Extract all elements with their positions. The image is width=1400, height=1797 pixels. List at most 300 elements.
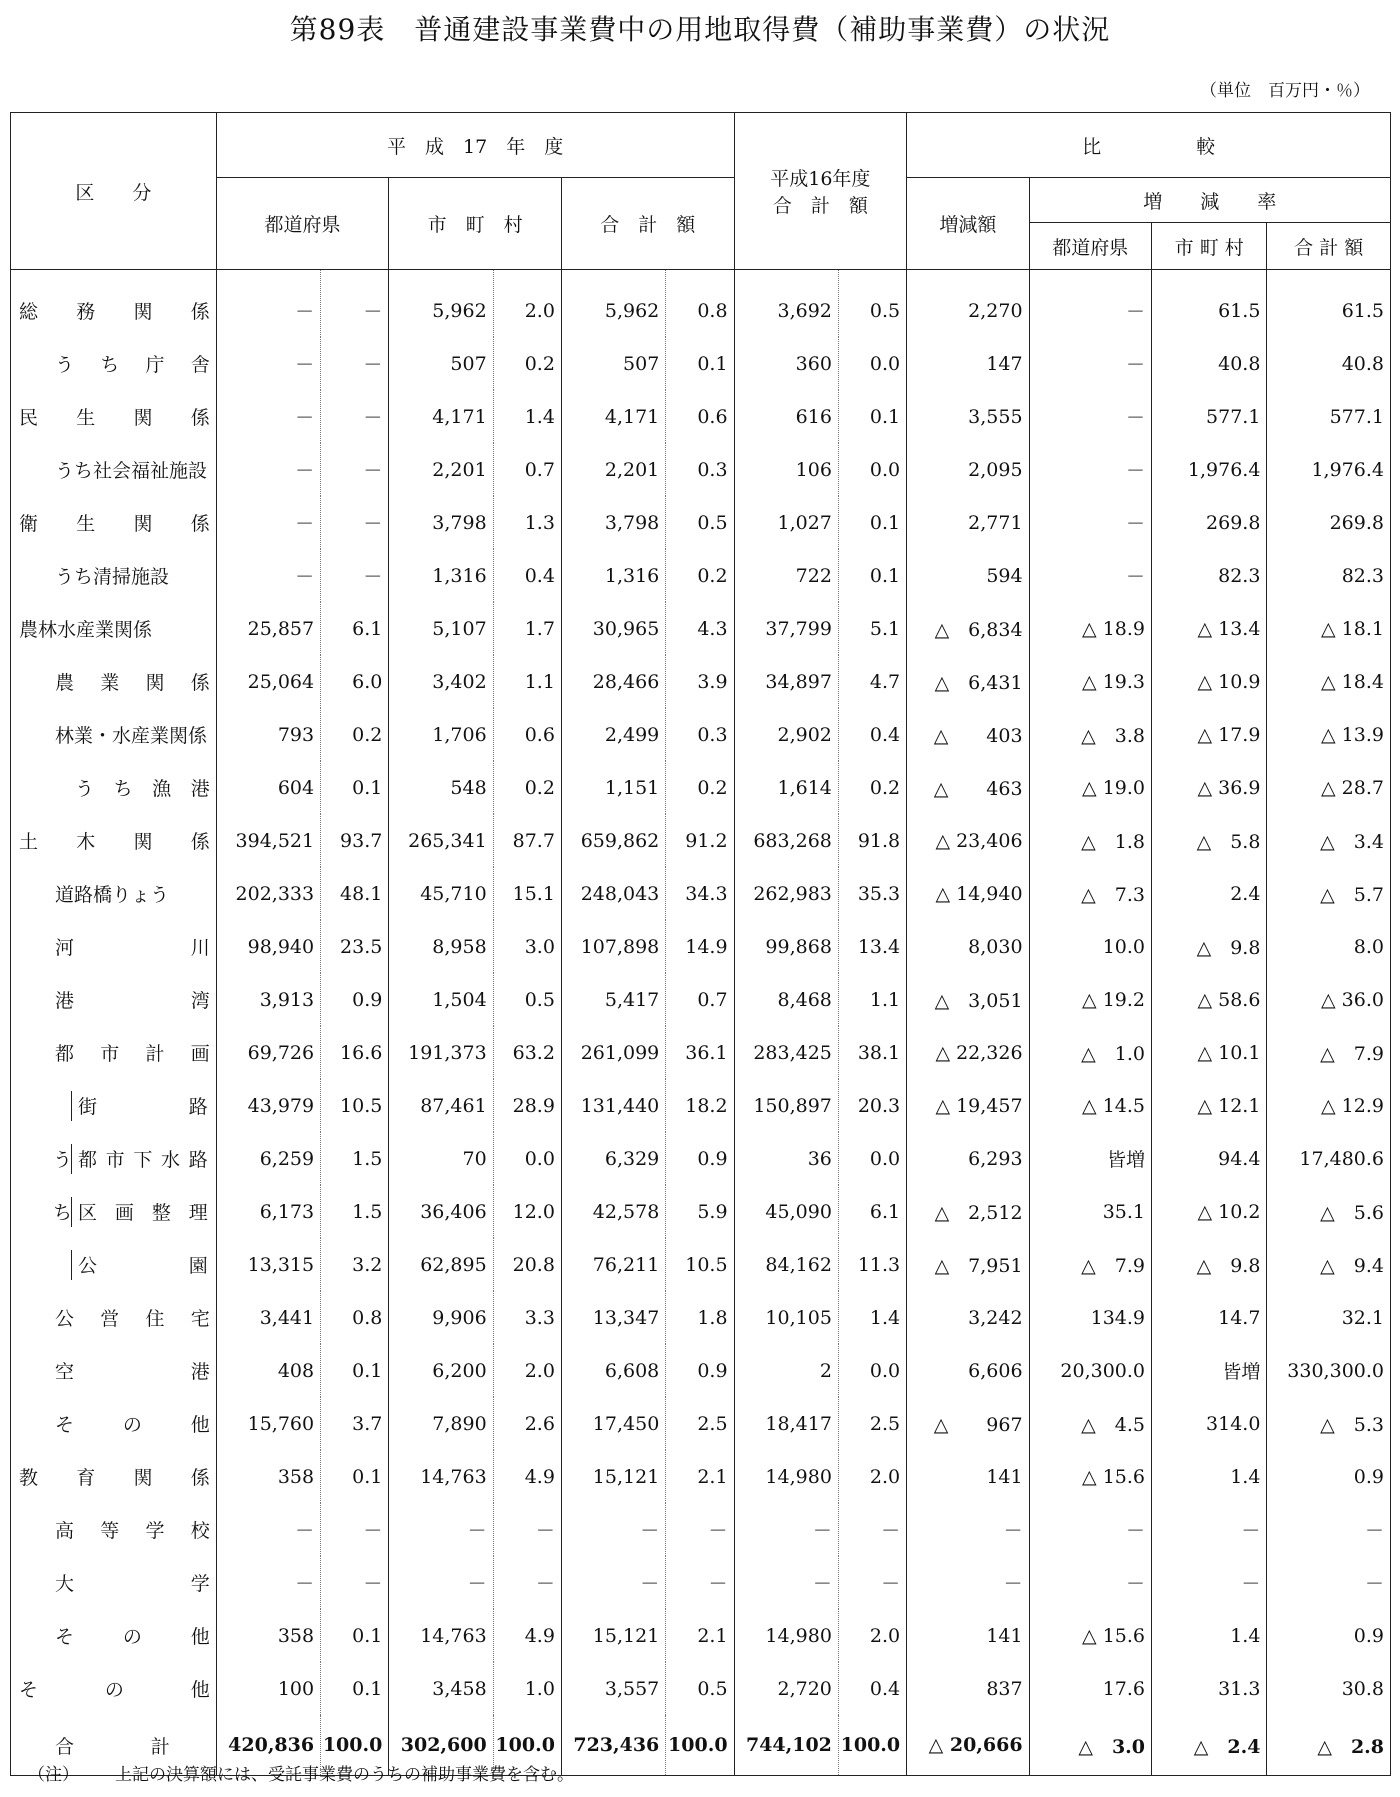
cell-col-12: 40.8 [1267, 337, 1391, 390]
cell-col-10: △ 4.5 [1029, 1397, 1151, 1450]
cell-col-11: △ 5.8 [1152, 814, 1267, 867]
cell-col-8: 2.5 [838, 1397, 906, 1450]
table-row [11, 867, 1391, 920]
cell-col-11: 2.4 [1152, 867, 1267, 920]
cell-col-11: 269.8 [1152, 496, 1267, 549]
unit-label: （単位 百万円・％） [1200, 81, 1370, 101]
cell-col-9: 594 [907, 549, 1029, 602]
cell-col-3: 62,895 [389, 1238, 493, 1291]
cell-col-3: 7,890 [389, 1397, 493, 1450]
row-label-text: う ち 漁 港 [75, 778, 210, 800]
cell-col-9: △ 23,406 [907, 814, 1029, 867]
cell-col-8: 11.3 [838, 1238, 906, 1291]
cell-col-2: 0.1 [321, 1609, 389, 1662]
cell-col-10: － [1029, 337, 1151, 390]
row-label-text: 空 港 [55, 1361, 210, 1383]
cell-col-6: 0.2 [666, 761, 734, 814]
cell-col-9: 2,270 [907, 270, 1029, 338]
cell-col-7: 106 [734, 443, 838, 496]
cell-col-1: 358 [216, 1450, 320, 1503]
cell-col-12: 8.0 [1267, 920, 1391, 973]
brace-line [71, 1250, 72, 1280]
cell-col-5: 3,557 [561, 1662, 665, 1715]
cell-col-8: 0.0 [838, 1344, 906, 1397]
cell-col-9: 147 [907, 337, 1029, 390]
row-label-text: 公 営 住 宅 [55, 1308, 210, 1330]
table-row [11, 814, 1391, 867]
cell-col-1: － [216, 443, 320, 496]
cell-col-3: － [389, 1556, 493, 1609]
row-label-text: 都 市 計 画 [55, 1043, 210, 1065]
row-label-text: 農 業 関 係 [55, 672, 210, 694]
table-row [11, 708, 1391, 761]
table-row [11, 1132, 1391, 1185]
row-label-text: 農林水産業関係 [19, 619, 153, 641]
cell-col-2: － [321, 337, 389, 390]
header-rate-total: 合 計 額 [1267, 223, 1391, 270]
cell-col-12: △ 18.1 [1267, 602, 1391, 655]
cell-col-8: 4.7 [838, 655, 906, 708]
cell-col-9: 141 [907, 1609, 1029, 1662]
cell-col-3: 87,461 [389, 1079, 493, 1132]
cell-col-9: △ 6,431 [907, 655, 1029, 708]
cell-col-12: △ 12.9 [1267, 1079, 1391, 1132]
row-label [11, 867, 217, 920]
table-row [11, 655, 1391, 708]
cell-col-6: 0.3 [666, 443, 734, 496]
row-label [11, 814, 217, 867]
cell-col-2: 3.2 [321, 1238, 389, 1291]
cell-col-10: △ 1.8 [1029, 814, 1151, 867]
cell-col-8: 2.0 [838, 1450, 906, 1503]
cell-col-3: 8,958 [389, 920, 493, 973]
cell-col-5: 261,099 [561, 1026, 665, 1079]
cell-col-3: 5,107 [389, 602, 493, 655]
row-label-text: 河 川 [55, 937, 210, 959]
brace-line [71, 1091, 72, 1121]
cell-col-2: － [321, 549, 389, 602]
cell-col-2: 3.7 [321, 1397, 389, 1450]
cell-col-6: 0.1 [666, 337, 734, 390]
row-label-text: 公 園 [78, 1255, 208, 1277]
cell-col-1: 25,857 [216, 602, 320, 655]
cell-col-8: 6.1 [838, 1185, 906, 1238]
cell-col-9: 8,030 [907, 920, 1029, 973]
row-label [11, 443, 217, 496]
cell-col-11: 皆増 [1152, 1344, 1267, 1397]
cell-col-12: 32.1 [1267, 1291, 1391, 1344]
cell-col-4: 63.2 [493, 1026, 561, 1079]
cell-col-8: 2.0 [838, 1609, 906, 1662]
cell-col-6: 10.5 [666, 1238, 734, 1291]
cell-col-5: 131,440 [561, 1079, 665, 1132]
footnote [28, 1760, 610, 1785]
cell-col-9: △ 403 [907, 708, 1029, 761]
cell-col-12: △ 7.9 [1267, 1026, 1391, 1079]
cell-col-11: △ 10.9 [1152, 655, 1267, 708]
cell-col-5: 507 [561, 337, 665, 390]
table-row [11, 549, 1391, 602]
row-prefix: う [53, 1149, 73, 1171]
cell-col-11: △ 13.4 [1152, 602, 1267, 655]
cell-col-7: 14,980 [734, 1609, 838, 1662]
cell-col-4: 28.9 [493, 1079, 561, 1132]
cell-col-10: － [1029, 390, 1151, 443]
row-label-text: 教 育 関 係 [19, 1467, 210, 1489]
cell-col-1: 100 [216, 1662, 320, 1715]
row-label [11, 390, 217, 443]
cell-col-11: 577.1 [1152, 390, 1267, 443]
cell-col-4: 0.0 [493, 1132, 561, 1185]
cell-col-12: △ 9.4 [1267, 1238, 1391, 1291]
cell-col-5: 1,316 [561, 549, 665, 602]
cell-col-11: 31.3 [1152, 1662, 1267, 1715]
cell-col-3: 1,316 [389, 549, 493, 602]
cell-col-10: 皆増 [1029, 1132, 1151, 1185]
table-row [11, 761, 1391, 814]
cell-col-6: 2.1 [666, 1450, 734, 1503]
cell-col-3: 45,710 [389, 867, 493, 920]
cell-col-6: 2.5 [666, 1397, 734, 1450]
table-row [11, 390, 1391, 443]
cell-col-12: 17,480.6 [1267, 1132, 1391, 1185]
cell-col-12: △ 36.0 [1267, 973, 1391, 1026]
cell-col-7: 283,425 [734, 1026, 838, 1079]
cell-col-5: － [561, 1503, 665, 1556]
cell-col-6: 2.1 [666, 1609, 734, 1662]
cell-col-6: 0.5 [666, 496, 734, 549]
cell-col-11: 314.0 [1152, 1397, 1267, 1450]
cell-col-3: 6,200 [389, 1344, 493, 1397]
row-label-text: 港 湾 [55, 990, 210, 1012]
row-label [11, 1503, 217, 1556]
cell-col-4: － [493, 1503, 561, 1556]
row-label-text: 高 等 学 校 [55, 1520, 210, 1542]
cell-col-12: 30.8 [1267, 1662, 1391, 1715]
cell-col-10: △ 19.2 [1029, 973, 1151, 1026]
cell-col-8: 0.5 [838, 270, 906, 338]
page-title: 第89表 普通建設事業費中の用地取得費（補助事業費）の状況 [289, 13, 1111, 46]
cell-col-11: △ 17.9 [1152, 708, 1267, 761]
cell-col-3: 9,906 [389, 1291, 493, 1344]
cell-col-4: 87.7 [493, 814, 561, 867]
cell-col-10: － [1029, 443, 1151, 496]
cell-col-8: 0.4 [838, 708, 906, 761]
table-row [11, 1238, 1391, 1291]
cell-col-3: 265,341 [389, 814, 493, 867]
cell-col-6: 36.1 [666, 1026, 734, 1079]
cell-col-6: 0.6 [666, 390, 734, 443]
cell-col-2: 0.1 [321, 761, 389, 814]
cell-col-9: 2,771 [907, 496, 1029, 549]
cell-col-11: △ 12.1 [1152, 1079, 1267, 1132]
row-label [11, 1026, 217, 1079]
cell-col-12: 330,300.0 [1267, 1344, 1391, 1397]
cell-col-12: △ 5.3 [1267, 1397, 1391, 1450]
cell-col-10: 20,300.0 [1029, 1344, 1151, 1397]
cell-col-5: 42,578 [561, 1185, 665, 1238]
cell-col-8: 100.0 [838, 1715, 906, 1776]
cell-col-6: 0.5 [666, 1662, 734, 1715]
cell-col-10: － [1029, 549, 1151, 602]
table-row [11, 1450, 1391, 1503]
cell-col-2: － [321, 1503, 389, 1556]
cell-col-12: 61.5 [1267, 270, 1391, 338]
row-label [11, 1238, 217, 1291]
header-zougen-ritsu: 増 減 率 [1029, 178, 1390, 223]
cell-col-2: － [321, 496, 389, 549]
row-label [11, 1609, 217, 1662]
cell-col-3: 3,458 [389, 1662, 493, 1715]
table-row [11, 1556, 1391, 1609]
cell-col-12: － [1267, 1503, 1391, 1556]
row-label [11, 549, 217, 602]
table-row [11, 337, 1391, 390]
cell-col-6: 0.9 [666, 1344, 734, 1397]
row-label [11, 655, 217, 708]
cell-col-12: △ 5.7 [1267, 867, 1391, 920]
cell-col-7: 150,897 [734, 1079, 838, 1132]
cell-col-8: 1.4 [838, 1291, 906, 1344]
row-label [11, 920, 217, 973]
cell-col-4: 20.8 [493, 1238, 561, 1291]
cell-col-1: 358 [216, 1609, 320, 1662]
cell-col-6: 91.2 [666, 814, 734, 867]
cell-col-2: 0.9 [321, 973, 389, 1026]
cell-col-9: － [907, 1556, 1029, 1609]
header-pref: 都道府県 [216, 178, 389, 270]
cell-col-6: 0.2 [666, 549, 734, 602]
cell-col-10: △ 3.8 [1029, 708, 1151, 761]
cell-col-11: 1.4 [1152, 1609, 1267, 1662]
cell-col-7: － [734, 1556, 838, 1609]
row-label-text: そ の 他 [19, 1679, 210, 1701]
cell-col-7: 360 [734, 337, 838, 390]
cell-col-12: △ 5.6 [1267, 1185, 1391, 1238]
cell-col-4: 3.3 [493, 1291, 561, 1344]
cell-col-8: 5.1 [838, 602, 906, 655]
cell-col-9: △ 967 [907, 1397, 1029, 1450]
cell-col-9: 2,095 [907, 443, 1029, 496]
cell-col-10: △ 3.0 [1029, 1715, 1151, 1776]
footnote-text: 上記の決算額には、受託事業費のうちの補助事業費を含む。 [115, 1765, 574, 1785]
cell-col-10: 134.9 [1029, 1291, 1151, 1344]
cell-col-4: 0.5 [493, 973, 561, 1026]
header-h16 [734, 113, 907, 270]
cell-col-10: △ 15.6 [1029, 1609, 1151, 1662]
cell-col-1: 3,913 [216, 973, 320, 1026]
cell-col-10: △ 19.0 [1029, 761, 1151, 814]
cell-col-3: 5,962 [389, 270, 493, 338]
cell-col-2: 0.1 [321, 1662, 389, 1715]
cell-col-2: 93.7 [321, 814, 389, 867]
cell-col-2: 48.1 [321, 867, 389, 920]
cell-col-9: △ 22,326 [907, 1026, 1029, 1079]
cell-col-12: － [1267, 1556, 1391, 1609]
cell-col-1: 25,064 [216, 655, 320, 708]
table-row [11, 920, 1391, 973]
cell-col-8: － [838, 1556, 906, 1609]
cell-col-6: － [666, 1556, 734, 1609]
cell-col-3: － [389, 1503, 493, 1556]
cell-col-5: 1,151 [561, 761, 665, 814]
cell-col-7: 18,417 [734, 1397, 838, 1450]
cell-col-5: 3,798 [561, 496, 665, 549]
cell-col-2: － [321, 1556, 389, 1609]
table-row [11, 270, 1391, 338]
cell-col-3: 507 [389, 337, 493, 390]
cell-col-7: 2 [734, 1344, 838, 1397]
cell-col-3: 36,406 [389, 1185, 493, 1238]
cell-col-10: △ 14.5 [1029, 1079, 1151, 1132]
cell-col-4: － [493, 1556, 561, 1609]
cell-col-2: － [321, 443, 389, 496]
cell-col-8: 0.1 [838, 390, 906, 443]
cell-col-4: 3.0 [493, 920, 561, 973]
header-rate-muni: 市 町 村 [1152, 223, 1267, 270]
row-label-text: そ の 他 [55, 1414, 210, 1436]
cell-col-1: 98,940 [216, 920, 320, 973]
cell-col-10: － [1029, 270, 1151, 338]
cell-col-5: 248,043 [561, 867, 665, 920]
cell-col-8: 0.2 [838, 761, 906, 814]
cell-col-2: 23.5 [321, 920, 389, 973]
cell-col-6: 14.9 [666, 920, 734, 973]
cell-col-7: 3,692 [734, 270, 838, 338]
cell-col-10: △ 18.9 [1029, 602, 1151, 655]
cell-col-11: 94.4 [1152, 1132, 1267, 1185]
row-prefix: ち [53, 1202, 73, 1224]
cell-col-10: △ 1.0 [1029, 1026, 1151, 1079]
cell-col-4: 0.2 [493, 337, 561, 390]
cell-col-5: 76,211 [561, 1238, 665, 1291]
cell-col-2: － [321, 390, 389, 443]
cell-col-5: 723,436 [561, 1715, 665, 1776]
cell-col-10: △ 7.9 [1029, 1238, 1151, 1291]
cell-col-1: 6,259 [216, 1132, 320, 1185]
cell-col-5: 6,329 [561, 1132, 665, 1185]
cell-col-7: 744,102 [734, 1715, 838, 1776]
cell-col-9: 3,242 [907, 1291, 1029, 1344]
cell-col-4: 0.4 [493, 549, 561, 602]
table-body [11, 270, 1391, 1776]
row-label [11, 1397, 217, 1450]
cell-col-1: 604 [216, 761, 320, 814]
cell-col-10: 35.1 [1029, 1185, 1151, 1238]
cell-col-8: 1.1 [838, 973, 906, 1026]
cell-col-9: △ 7,951 [907, 1238, 1029, 1291]
cell-col-12: 269.8 [1267, 496, 1391, 549]
row-label [11, 1450, 217, 1503]
cell-col-10: 17.6 [1029, 1662, 1151, 1715]
cell-col-3: 70 [389, 1132, 493, 1185]
table-row [11, 1291, 1391, 1344]
cell-col-7: 14,980 [734, 1450, 838, 1503]
cell-col-2: 0.2 [321, 708, 389, 761]
cell-col-12: △ 13.9 [1267, 708, 1391, 761]
cell-col-6: 1.8 [666, 1291, 734, 1344]
header-h17: 平 成 17 年 度 [216, 113, 734, 178]
row-label-text: 区 画 整 理 [78, 1202, 208, 1224]
row-label-text: 総 務 関 係 [19, 301, 210, 323]
cell-col-5: 30,965 [561, 602, 665, 655]
row-label-text: 衛 生 関 係 [19, 513, 210, 535]
cell-col-1: － [216, 1556, 320, 1609]
cell-col-9: 6,293 [907, 1132, 1029, 1185]
cell-col-11: △ 10.2 [1152, 1185, 1267, 1238]
row-label-text: 林業・水産業関係 [55, 725, 208, 747]
cell-col-10: － [1029, 1503, 1151, 1556]
cell-col-2: 16.6 [321, 1026, 389, 1079]
cell-col-11: 1.4 [1152, 1450, 1267, 1503]
cell-col-4: 0.6 [493, 708, 561, 761]
cell-col-1: 3,441 [216, 1291, 320, 1344]
cell-col-7: 84,162 [734, 1238, 838, 1291]
cell-col-6: 4.3 [666, 602, 734, 655]
cell-col-8: 0.1 [838, 549, 906, 602]
cell-col-8: 20.3 [838, 1079, 906, 1132]
cell-col-1: － [216, 390, 320, 443]
cell-col-2: 1.5 [321, 1132, 389, 1185]
cell-col-5: 15,121 [561, 1450, 665, 1503]
cell-col-12: 0.9 [1267, 1450, 1391, 1503]
cell-col-1: － [216, 496, 320, 549]
row-label [11, 1662, 217, 1715]
cell-col-6: － [666, 1503, 734, 1556]
cell-col-3: 3,798 [389, 496, 493, 549]
row-label-text: 道路橋りょう [55, 884, 170, 906]
row-label-text: 土 木 関 係 [19, 831, 210, 853]
cell-col-1: 420,836 [216, 1715, 320, 1776]
cell-col-11: △ 2.4 [1152, 1715, 1267, 1776]
cell-col-4: 0.2 [493, 761, 561, 814]
data-table [10, 112, 1391, 1776]
cell-col-8: 91.8 [838, 814, 906, 867]
cell-col-11: － [1152, 1503, 1267, 1556]
row-label [11, 973, 217, 1026]
table-row [11, 1503, 1391, 1556]
cell-col-12: 1,976.4 [1267, 443, 1391, 496]
cell-col-1: 43,979 [216, 1079, 320, 1132]
cell-col-1: － [216, 1503, 320, 1556]
cell-col-9: 141 [907, 1450, 1029, 1503]
cell-col-11: 61.5 [1152, 270, 1267, 338]
cell-col-6: 100.0 [666, 1715, 734, 1776]
cell-col-3: 302,600 [389, 1715, 493, 1776]
header-rate-pref: 都道府県 [1029, 223, 1151, 270]
cell-col-7: 8,468 [734, 973, 838, 1026]
table-row [11, 1026, 1391, 1079]
cell-col-7: 683,268 [734, 814, 838, 867]
cell-col-1: 6,173 [216, 1185, 320, 1238]
cell-col-7: 2,902 [734, 708, 838, 761]
cell-col-6: 0.7 [666, 973, 734, 1026]
cell-col-4: 4.9 [493, 1609, 561, 1662]
cell-col-11: △ 36.9 [1152, 761, 1267, 814]
cell-col-9: 6,606 [907, 1344, 1029, 1397]
cell-col-9: △ 14,940 [907, 867, 1029, 920]
cell-col-12: 0.9 [1267, 1609, 1391, 1662]
cell-col-12: △ 3.4 [1267, 814, 1391, 867]
cell-col-10: △ 15.6 [1029, 1450, 1151, 1503]
cell-col-4: 1.7 [493, 602, 561, 655]
cell-col-7: － [734, 1503, 838, 1556]
cell-col-6: 0.9 [666, 1132, 734, 1185]
cell-col-3: 3,402 [389, 655, 493, 708]
row-label [11, 337, 217, 390]
cell-col-4: 100.0 [493, 1715, 561, 1776]
cell-col-2: 0.1 [321, 1450, 389, 1503]
